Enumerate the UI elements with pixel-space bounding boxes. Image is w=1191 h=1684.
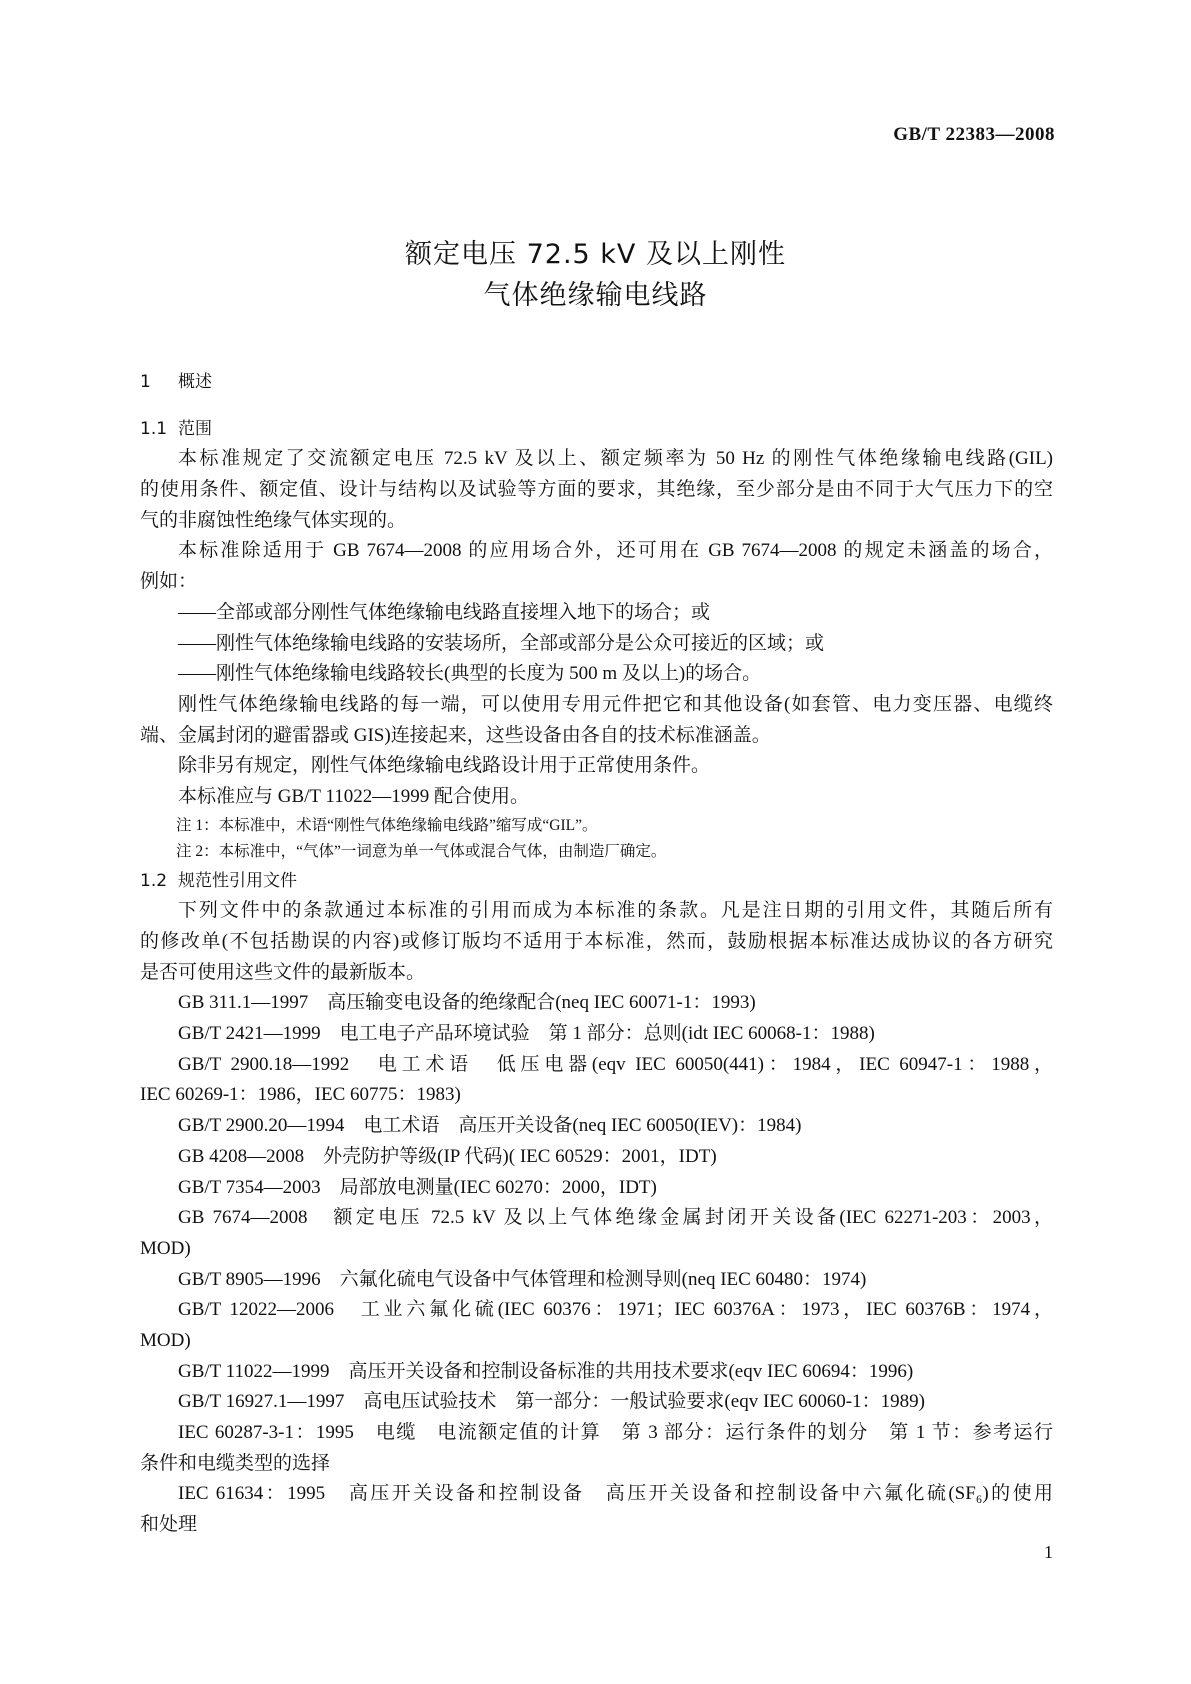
list-item: ——刚性气体绝缘输电线路较长(典型的长度为 500 m 及以上)的场合。: [178, 663, 762, 685]
reference-entry-line: 条件和电缆类型的选择: [140, 1452, 331, 1474]
reference-entry-line: MOD): [140, 1329, 191, 1351]
reference-entry-line: GB/T 8905—1996 六氟化硫电气设备中气体管理和检测导则(neq IEC 60480：1974): [178, 1268, 867, 1290]
document-title-line-2: 气体绝缘输电线路: [483, 280, 708, 311]
reference-entry-line: GB/T 2421—1999 电工电子产品环境试验 第 1 部分：总则(idt IEC 60068-1：1988): [178, 1023, 875, 1045]
reference-entry-line: GB/T 16927.1—1997 高电压试验技术 第一部分：一般试验要求(eqv IEC 60060-1：1989): [178, 1391, 925, 1413]
paragraph-line: 下列文件中的条款通过本标准的引用而成为本标准的条款。凡是注日期的引用文件，其随后所有: [178, 900, 1053, 922]
section-title: 范围: [178, 418, 212, 439]
reference-entry-line: IEC 61634：1995 高压开关设备和控制设备 高压开关设备和控制设备中六氟化硫(SF₆)的使用: [178, 1483, 1053, 1505]
document-title-line-1: 额定电压 72.5 kV 及以上刚性: [405, 239, 786, 270]
reference-entry-line: GB/T 2900.18—1992 电工术语 低压电器(eqv IEC 60050(441)：1984，IEC 60947-1：1988，: [178, 1053, 1053, 1075]
reference-entry-line: GB/T 2900.20—1994 电工术语 高压开关设备(neq IEC 60050(IEV)：1984): [178, 1115, 802, 1137]
section-number: 1.2: [140, 870, 168, 891]
reference-entry-line: MOD): [140, 1237, 191, 1259]
reference-entry-line: GB/T 11022—1999 高压开关设备和控制设备标准的共用技术要求(eqv IEC 60694：1996): [178, 1360, 914, 1382]
reference-entry-line: GB 7674—2008 额定电压 72.5 kV 及以上气体绝缘金属封闭开关设备(IEC 62271-203：2003，: [178, 1207, 1053, 1229]
standard-number: GB/T 22383—2008: [893, 124, 1055, 145]
subsection-heading: [140, 414, 1053, 445]
document-body: [140, 367, 1053, 1541]
reference-entry-line: IEC 60269-1：1986，IEC 60775：1983): [140, 1084, 461, 1106]
paragraph-line: 刚性气体绝缘输电线路的每一端，可以使用专用元件把它和其他设备(如套管、电力变压器、电缆终: [178, 693, 1053, 715]
section-title: 概述: [178, 372, 212, 392]
subsection-heading: [140, 866, 1053, 897]
section-title: 规范性引用文件: [178, 870, 297, 891]
paragraph-line: 端、金属封闭的避雷器或 GIS)连接起来，这些设备由各自的技术标准涵盖。: [140, 724, 771, 746]
paragraph-line: 除非另有规定，刚性气体绝缘输电线路设计用于正常使用条件。: [178, 755, 711, 777]
reference-entry-line: GB 4208—2008 外壳防护等级(IP 代码)( IEC 60529：2001，IDT): [178, 1145, 717, 1167]
list-item: ——全部或部分刚性气体绝缘输电线路直接埋入地下的场合；或: [178, 601, 711, 623]
reference-entry-line: GB/T 12022—2006 工业六氟化硫(IEC 60376：1971；IEC 60376A：1973，IEC 60376B：1974，: [178, 1299, 1053, 1321]
reference-entry-line: GB/T 7354—2003 局部放电测量(IEC 60270：2000，IDT): [178, 1176, 657, 1198]
reference-entry-line: IEC 60287-3-1：1995 电缆 电流额定值的计算 第 3 部分：运行条件的划分 第 1 节：参考运行: [178, 1422, 1053, 1443]
paragraph-line: 的使用条件、额定值、设计与结构以及试验等方面的要求，其绝缘，至少部分是由不同于大气压力下的空: [140, 479, 1053, 501]
paragraph-line: 本标准除适用于 GB 7674—2008 的应用场合外，还可用在 GB 7674—2008 的规定未涵盖的场合，: [178, 540, 1053, 562]
section-number: 1: [140, 372, 151, 392]
note-line: 注 1：本标准中，术语“刚性气体绝缘输电线路”缩写成“GIL”。: [176, 816, 598, 834]
list-item: ——刚性气体绝缘输电线路的安装场所，全部或部分是公众可接近的区域；或: [178, 632, 825, 654]
paragraph-line: 气的非腐蚀性绝缘气体实现的。: [140, 509, 407, 531]
reference-entry-line: 和处理: [140, 1514, 198, 1536]
reference-entry-line: GB 311.1—1997 高压输变电设备的绝缘配合(neq IEC 60071-1：1993): [178, 992, 756, 1014]
paragraph-line: 的修改单(不包括勘误的内容)或修订版均不适用于本标准，然而，鼓励根据本标准达成协议的各方研究: [140, 931, 1053, 952]
section-number: 1.1: [140, 418, 168, 439]
page-number: 1: [1044, 1542, 1053, 1562]
note-line: 注 2：本标准中，“气体”一词意为单一气体或混合气体，由制造厂确定。: [176, 843, 667, 861]
paragraph-line: 是否可使用这些文件的最新版本。: [140, 961, 426, 983]
section-heading: [140, 367, 1053, 398]
paragraph-line: 本标准规定了交流额定电压 72.5 kV 及以上、额定频率为 50 Hz 的刚性气体绝缘输电线路(GIL): [178, 448, 1053, 470]
paragraph-line: 本标准应与 GB/T 11022—1999 配合使用。: [178, 785, 529, 807]
paragraph-line: 例如：: [140, 571, 198, 593]
